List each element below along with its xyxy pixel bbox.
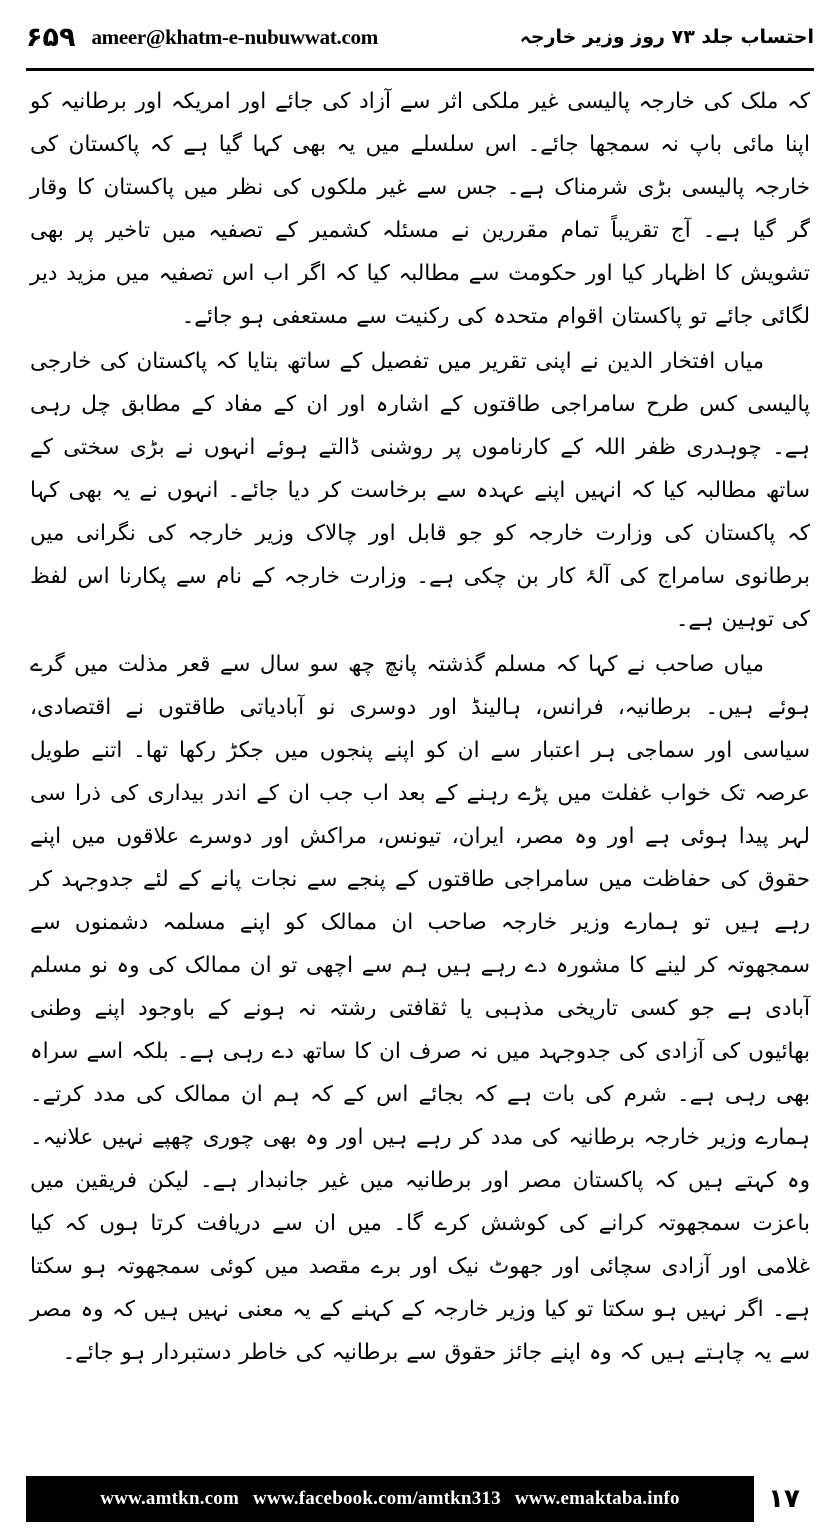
footer-page-number: ۱۷: [768, 1484, 800, 1514]
header-left-group: [26, 22, 378, 53]
paragraph: میاں صاحب نے کہا کہ مسلم گذشتہ پانچ چھ سو سال سے قعر مذلت میں گرے ہوئے ہیں۔ برطانیہ، فرانس، ہالینڈ اور دوسری نو آبادیاتی طاقتوں نے اقتصادی، سیاسی اور سماجی ہر اعتبار سے ان کو اپنے پنجوں میں جکڑ رکھا تھا۔ اتنے طویل عرصہ تک خواب غفلت میں پڑے رہنے کے بعد اب جب ان کے اندر بیداری کی ذرا سی لہر پیدا ہوئی ہے اور وہ مصر، ایران، تیونس، مراکش اور دوسرے علاقوں میں اپنے حقوق کی حفاظت میں سامراجی طاقتوں کے پنجے سے نجات پانے کے لئے جدوجہد کر رہے ہیں تو ہمارے وزیر خارجہ صاحب ان ممالک کو اپنے مسلمہ دشمنوں سے سمجھوتہ کر لینے کا مشورہ دے رہے ہیں ہم سے اچھی تو ان ممالک کی وہ نو مسلم آبادی ہے جو کسی تاریخی مذہبی یا ثقافتی رشتہ نہ ہونے کے باوجود اپنے وطنی بھائیوں کی آزادی کی جدوجہد میں نہ صرف ان کا ساتھ دے رہی ہے۔ بلکہ اسے سراہ بھی رہی ہے۔ شرم کی بات ہے کہ بجائے اس کے کہ ہم ان ممالک کی مدد کرتے۔ ہمارے وزیر خارجہ برطانیہ کی مدد کر رہے ہیں اور وہ بھی چوری چھپے نہیں علانیہ۔ وہ کہتے ہیں کہ پاکستان مصر اور برطانیہ میں غیر جانبدار ہے۔ لیکن فریقین میں باعزت سمجھوتہ کرانے کی کوشش کرے گا۔ میں ان سے دریافت کرتا ہوں کہ کیا غلامی اور آزادی سچائی اور جھوٹ نیک اور برے مقصد میں کوئی سمجھوتہ ہو سکتا ہے۔ اگر نہیں ہو سکتا تو کیا وزیر خارجہ کے کہنے کے یہ معنی نہیں ہیں کہ وہ مصر سے یہ چاہتے ہیں کہ وہ اپنے جائز حقوق سے برطانیہ کی خاطر دستبردار ہو جائے۔: [30, 652, 810, 1365]
footer-link-facebook[interactable]: www.facebook.com/amtkn313: [253, 1488, 501, 1509]
paragraph: کہ ملک کی خارجہ پالیسی غیر ملکی اثر سے آزاد کی جائے اور امریکہ اور برطانیہ کو اپنا مائی باپ نہ سمجھا جائے۔ اس سلسلے میں یہ بھی کہا گیا ہے کہ پاکستان کی خارجہ پالیسی بڑی شرمناک ہے۔ جس سے غیر ملکوں کی نظر میں پاکستان کا وقار گر گیا ہے۔ آج تقریباً تمام مقررین نے مسئلہ کشمیر کے تصفیہ میں تاخیر پر بھی تشویش کا اظہار کیا اور حکومت سے مطالبہ کیا کہ اگر اب اس تصفیہ میں مزید دیر لگائی جائے تو پاکستان اقوام متحدہ کی رکنیت سے مستعفی ہو جائے۔: [30, 89, 810, 329]
footer-links-bar: [26, 1476, 754, 1522]
header-page-number: ۶۵۹: [26, 21, 76, 53]
page-footer: [26, 1476, 814, 1522]
page-header: [26, 12, 814, 62]
footer-link-website[interactable]: www.amtkn.com: [100, 1488, 240, 1509]
contact-email: ameer@khatm-e-nubuwwat.com: [91, 24, 378, 49]
book-title: احتساب جلد ۷۳ روز وزیر خارجہ: [519, 26, 814, 48]
paragraph: میاں افتخار الدین نے اپنی تقریر میں تفصیل کے ساتھ بتایا کہ پاکستان کی خارجی پالیسی کس طرح سامراجی طاقتوں کے اشارہ اور ان کے مفاد کے مطابق چل رہی ہے۔ چوہدری ظفر اللہ کے کارناموں پر روشنی ڈالتے ہوئے انہوں نے بڑی سختی کے ساتھ مطالبہ کیا کہ انہیں اپنے عہدہ سے برخاست کر دیا جائے۔ انہوں نے یہ بھی کہا کہ پاکستان کی وزارت خارجہ کو جو قابل اور چالاک وزیر خارجہ کی نگرانی میں برطانوی سامراج کی آلۂ کار بن چکی ہے۔ وزارت خارجہ کے نام سے پکارنا اس لفظ کی توہین ہے۔: [30, 349, 810, 632]
header-divider: [26, 68, 814, 71]
article-body: [30, 80, 810, 1430]
footer-link-emaktaba[interactable]: www.emaktaba.info: [514, 1488, 680, 1509]
